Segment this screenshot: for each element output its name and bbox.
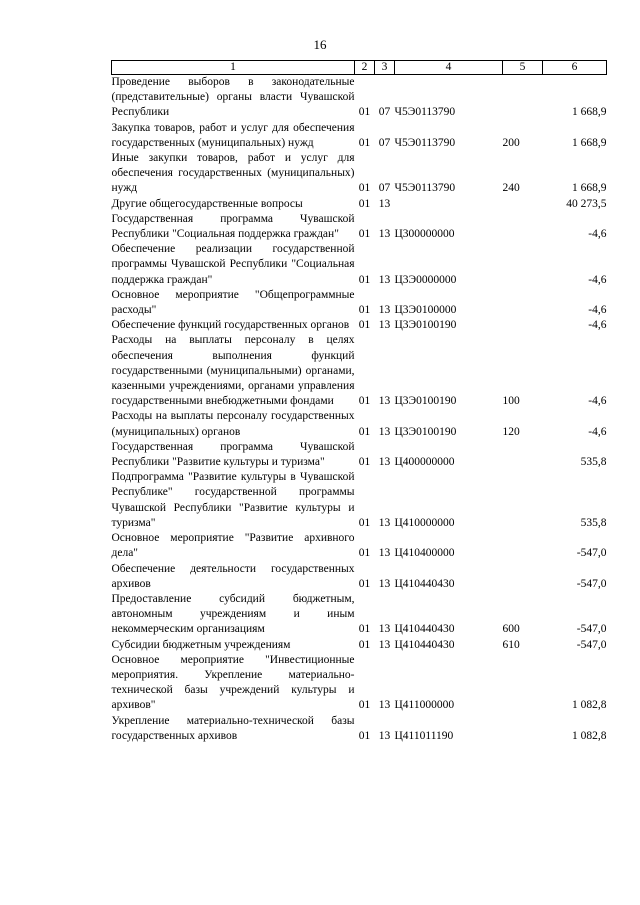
table-row (112, 333, 607, 409)
row-name: Предоставление субсидий бюджетным, автономным учреждениям и иным некоммерческим организациям (111, 592, 355, 636)
table-row (112, 151, 607, 197)
table-row (112, 592, 607, 638)
row-type (503, 75, 543, 121)
row-section: 01 (358, 516, 371, 529)
row-section: 01 (358, 228, 371, 241)
row-name: Основное мероприятие "Общепрограммные расходы" (111, 288, 355, 317)
row-name: Обеспечение реализации государственной программы Чувашской Республики "Социальная поддержка граждан" (111, 243, 355, 286)
row-amount: 1 082,8 (572, 729, 607, 742)
row-amount: -4,6 (588, 304, 607, 317)
header-col-4: 4 (395, 61, 503, 75)
row-subsection: 13 (378, 699, 391, 712)
row-type (503, 440, 543, 470)
row-target: Ц410440430 (394, 623, 455, 636)
row-name: Обеспечение деятельности государственных архивов (111, 562, 355, 590)
row-subsection: 07 (378, 136, 391, 149)
row-subsection: 13 (378, 456, 391, 469)
table-row (112, 638, 607, 653)
row-name: Расходы на выплаты персоналу государственных (муниципальных) органов (111, 410, 355, 438)
row-section: 01 (358, 577, 371, 590)
row-amount: -547,0 (576, 547, 607, 560)
row-type (503, 714, 543, 744)
row-amount: -547,0 (576, 638, 607, 651)
row-type (503, 212, 543, 242)
row-section: 01 (358, 699, 371, 712)
row-subsection: 13 (378, 729, 391, 742)
row-type: 610 (502, 638, 520, 651)
row-name: Основное мероприятие "Инвестиционные мероприятия. Укрепление материально-технической базы учреждений культуры и архивов" (111, 653, 355, 712)
row-subsection: 13 (378, 577, 391, 590)
row-name: Расходы на выплаты персоналу в целях обеспечения выполнения функций государственными (муниципальными) органами, казенными учреждениями, органами управления государственными внебюджетными фондами (111, 334, 355, 408)
row-target: Ц411000000 (394, 699, 455, 712)
row-target: Ц410000000 (394, 516, 455, 529)
row-target: Ц3Э0100000 (394, 304, 457, 317)
row-section: 01 (358, 425, 371, 438)
row-target (395, 197, 503, 212)
row-target: Ц410440430 (394, 638, 455, 651)
row-section: 01 (358, 197, 371, 210)
row-amount: 535,8 (580, 456, 607, 469)
row-subsection: 13 (378, 425, 391, 438)
table-row (112, 714, 607, 744)
row-section: 01 (358, 182, 371, 195)
row-name: Государственная программа Чувашской Республики "Развитие культуры и туризма" (111, 440, 355, 469)
row-section: 01 (358, 623, 371, 636)
row-target: Ц300000000 (394, 228, 455, 241)
table-row (112, 197, 607, 212)
row-name: Закупка товаров, работ и услуг для обеспечения государственных (муниципальных) нужд (111, 121, 355, 149)
table-row (112, 318, 607, 333)
row-target: Ц3Э0100190 (394, 319, 457, 332)
header-col-2: 2 (355, 61, 375, 75)
row-subsection: 13 (378, 516, 391, 529)
row-type (503, 653, 543, 714)
row-amount: 535,8 (580, 516, 607, 529)
row-name: Основное мероприятие "Развитие архивного дела" (111, 532, 355, 560)
row-target: Ц3Э0100190 (394, 395, 457, 408)
row-type: 100 (502, 395, 520, 408)
row-section: 01 (358, 106, 371, 119)
table-row (112, 242, 607, 288)
page-number: 16 (313, 37, 327, 52)
row-amount: 40 273,5 (566, 197, 607, 210)
row-target: Ч5Э0113790 (394, 106, 456, 119)
row-amount: -4,6 (588, 319, 607, 332)
row-section: 01 (358, 456, 371, 469)
row-type (503, 531, 543, 561)
row-amount: 1 082,8 (572, 699, 607, 712)
row-target: Ц410400000 (394, 547, 455, 560)
row-section: 01 (358, 395, 371, 408)
header-col-5: 5 (503, 61, 543, 75)
row-name: Укрепление материально-технической базы государственных архивов (111, 714, 355, 742)
table-row (112, 121, 607, 151)
table-row (112, 562, 607, 592)
row-amount: -4,6 (588, 425, 607, 438)
row-type (503, 288, 543, 318)
row-subsection: 13 (378, 228, 391, 241)
row-amount: 1 668,9 (572, 182, 607, 195)
row-name: Государственная программа Чувашской Республики "Социальная поддержка граждан" (111, 212, 355, 241)
row-subsection: 13 (378, 319, 391, 332)
table-row (112, 409, 607, 439)
row-amount: 1 668,9 (572, 136, 607, 149)
row-type (503, 242, 543, 288)
table-row (112, 212, 607, 242)
row-name: Субсидии бюджетным учреждениям (111, 638, 291, 651)
row-subsection: 13 (378, 304, 391, 317)
table-row (112, 653, 607, 714)
row-subsection: 13 (378, 395, 391, 408)
budget-table (111, 60, 607, 744)
row-target: Ц411011190 (394, 729, 454, 742)
row-type (503, 562, 543, 592)
row-subsection: 13 (378, 623, 391, 636)
row-type (503, 470, 543, 531)
row-name: Подпрограмма "Развитие культуры в Чувашской Республике" государственной программы Чувашской Республики "Развитие культуры и туризма" (111, 471, 355, 529)
row-target: Ц3Э0000000 (394, 273, 457, 286)
table-row (112, 75, 607, 121)
row-target: Ц410440430 (394, 577, 455, 590)
row-amount: -547,0 (576, 623, 607, 636)
row-type: 600 (502, 623, 520, 636)
row-section: 01 (358, 304, 371, 317)
table-body (112, 75, 607, 744)
row-subsection: 13 (378, 547, 391, 560)
row-section: 01 (358, 319, 371, 332)
row-name: Другие общегосударственные вопросы (111, 197, 303, 210)
table-header-row (112, 61, 607, 75)
row-amount: -4,6 (588, 395, 607, 408)
row-target: Ц400000000 (394, 456, 455, 469)
header-col-3: 3 (375, 61, 395, 75)
row-subsection: 13 (378, 638, 391, 651)
row-target: Ц3Э0100190 (394, 425, 457, 438)
row-section: 01 (358, 136, 371, 149)
row-amount: -4,6 (588, 228, 607, 241)
row-type (503, 318, 543, 333)
row-section: 01 (358, 638, 371, 651)
row-type: 240 (502, 182, 520, 195)
row-target: Ч5Э0113790 (394, 136, 456, 149)
row-name: Обеспечение функций государственных органов (111, 319, 350, 332)
row-amount: -4,6 (588, 273, 607, 286)
row-subsection: 07 (378, 182, 391, 195)
row-target: Ч5Э0113790 (394, 182, 456, 195)
table-row (112, 288, 607, 318)
table-row (112, 531, 607, 561)
row-amount: 1 668,9 (572, 106, 607, 119)
row-section: 01 (358, 547, 371, 560)
table-row (112, 440, 607, 470)
row-section: 01 (358, 273, 371, 286)
row-type: 200 (502, 136, 520, 149)
header-col-1: 1 (112, 61, 355, 75)
row-section: 01 (358, 729, 371, 742)
table-row (112, 470, 607, 531)
row-name: Иные закупки товаров, работ и услуг для обеспечения государственных (муниципальных) нужд (111, 152, 355, 195)
row-type: 120 (502, 425, 520, 438)
row-amount: -547,0 (576, 577, 607, 590)
row-subsection: 07 (378, 106, 391, 119)
row-name: Проведение выборов в законодательные (представительные) органы власти Чувашской Республики (111, 76, 355, 119)
row-type (503, 197, 543, 212)
header-col-6: 6 (543, 61, 607, 75)
row-subsection: 13 (378, 273, 391, 286)
row-subsection: 13 (378, 197, 391, 210)
